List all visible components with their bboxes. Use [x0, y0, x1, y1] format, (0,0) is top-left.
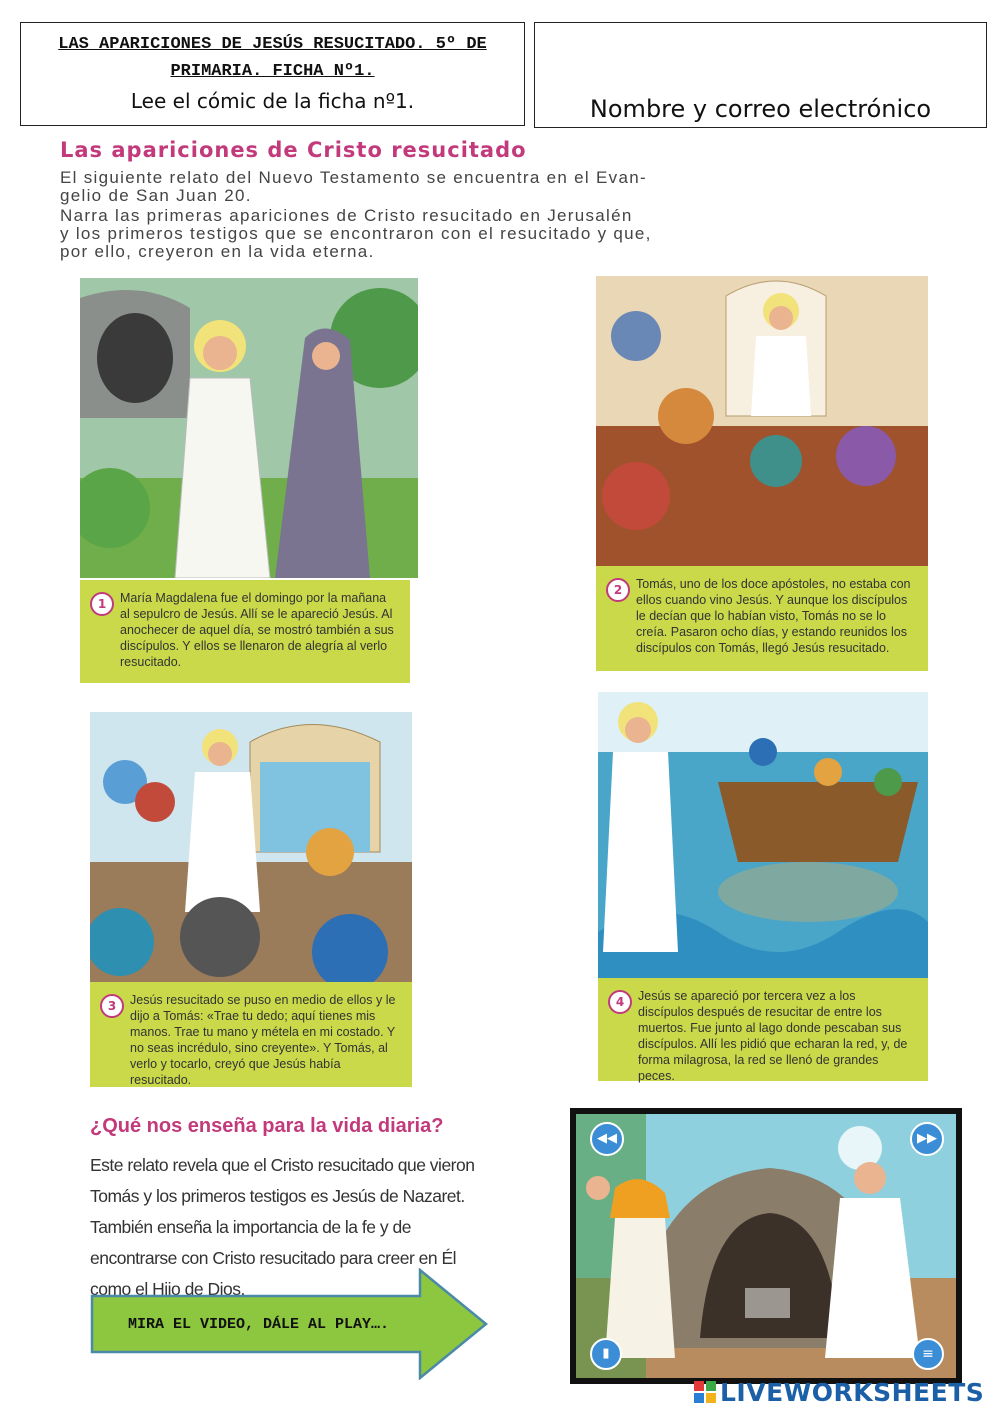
forward-button[interactable]	[910, 1122, 944, 1156]
lesson-text: Este relato revela que el Cristo resucitado que vieron Tomás y los primeros testigos es Jesús de Nazaret. También enseña la importancia de la fe y de encontrarse con Cristo resucitado para creer en Él como el Hijo de Dios.	[90, 1155, 475, 1299]
liveworksheets-brand	[694, 1378, 984, 1407]
comic-caption-4	[598, 978, 928, 1081]
caption-number-2: 2	[606, 578, 630, 602]
lesson-title: ¿Qué nos enseña para la vida diaria?	[90, 1115, 444, 1137]
forward-icon: ▶▶	[917, 1131, 937, 1146]
caption-number-1: 1	[90, 592, 114, 616]
caption-text-2: Tomás, uno de los doce apóstoles, no estaba con ellos cuando vino Jesús. Y aunque los discípulos le decían que lo habían visto, Tomás no se lo creía. Pasaron ocho días, y estando reunidos los discípulos con Tomás, llegó Jesús resucitado.	[636, 577, 911, 655]
rewind-icon: ◀◀	[597, 1131, 617, 1146]
menu-icon: ≡	[922, 1346, 934, 1362]
name-email-input[interactable]	[545, 31, 976, 87]
comic-caption-3	[90, 982, 412, 1087]
comic-panel-2-image	[596, 276, 928, 566]
caption-number-4: 4	[608, 990, 632, 1014]
comic-caption-2	[596, 566, 928, 671]
comic-panel-4-image	[598, 692, 928, 978]
liveworksheets-logo-icon	[694, 1381, 716, 1403]
name-email-label: Nombre y correo electrónico	[589, 95, 932, 123]
caption-text-3: Jesús resucitado se puso en medio de ellos y le dijo a Tomás: «Trae tu dedo; aquí tienes mis manos. Trae tu mano y métela en mi costado. Y no seas incrédulo, sino creyente». Y Tomás, al verlo y tocarlo, creyó que Jesús había resucitado.	[130, 993, 396, 1087]
intro-title: Las apariciones de Cristo resucitado	[60, 138, 527, 162]
worksheet-instruction: Lee el cómic de la ficha nº1.	[130, 89, 415, 113]
caption-text-4: Jesús se apareció por tercera vez a los discípulos después de resucitar de entre los muertos. Fue junto al lago donde pescaban sus discípulos. Allí les pidió que echaran la red, y, de forma milagrosa, la red se llenó de grandes peces.	[638, 989, 908, 1083]
intro-line-2: gelio de San Juan 20.	[60, 186, 252, 205]
video-player[interactable]	[570, 1108, 962, 1384]
book-button[interactable]	[590, 1338, 622, 1370]
title-box	[20, 22, 525, 126]
intro-line-3: Narra las primeras apariciones de Cristo resucitado en Jerusalén	[60, 206, 633, 225]
book-icon: ▮	[602, 1346, 610, 1361]
caption-number-3: 3	[100, 994, 124, 1018]
play-video-label: MIRA EL VIDEO, DÁLE AL PLAY….	[128, 1316, 390, 1333]
menu-button[interactable]	[912, 1338, 944, 1370]
rewind-button[interactable]	[590, 1122, 624, 1156]
comic-caption-1	[80, 580, 410, 683]
brand-name: LIVEWORKSHEETS	[720, 1378, 985, 1407]
name-box	[534, 22, 987, 128]
caption-text-1: María Magdalena fue el domingo por la mañana al sepulcro de Jesús. Allí se le apareció Jesús. Al anochecer de aquel día, se mostró también a sus discípulos. Y ellos se llenaron de alegría al verlo resucitado.	[120, 591, 394, 669]
worksheet-title: LAS APARICIONES DE JESÚS RESUCITADO. 5º DE PRIMARIA. FICHA Nº1.	[58, 35, 487, 81]
comic-panel-3-image	[90, 712, 412, 982]
comic-panel-1-image	[80, 278, 418, 578]
intro-line-1: El siguiente relato del Nuevo Testamento se encuentra en el Evan-	[60, 168, 647, 187]
intro-line-4: y los primeros testigos que se encontraron con el resucitado y que,	[60, 224, 652, 243]
intro-line-5: por ello, creyeron en la vida eterna.	[60, 242, 375, 261]
